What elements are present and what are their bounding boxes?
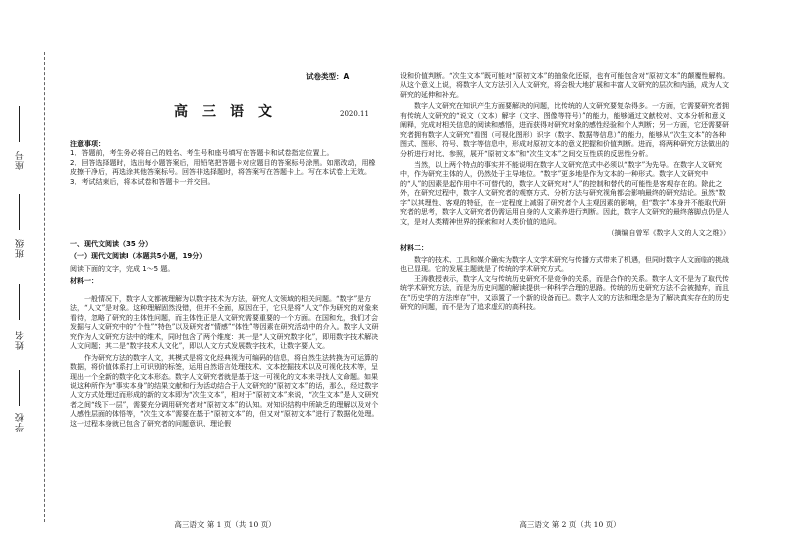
material2-para-1: 数字的技术、工具和媒介确实为数字人文学术研究与传播方式带来了机遇，但同时数字人文面临的挑战也已显现。它的发展主题就是了传统的学术研究方式。	[400, 255, 729, 274]
material2-para-2: 王涛教授表示，数字人文与传统历史研究不是竞争的关系，而是合作的关系。数字人文不是为了取代传统学术研究方法，而是为历史问题的解读提供一种科学合理的思路。传统的历史研究方法不会被抛弃，而且在“历史学的方法库存”中，又添置了一个新的设备而已。数字人文的方法和理念是为了解决真实存在的历史研究的问题，而不是为了追求虚幻的高科技。	[400, 274, 730, 312]
right-para-3: 当然，以上两个特点的事实并不能说明在数字人文研究范式中必须以“数字”为先导。在数字人文研究中，作为研究主体的人，仍然处于主导地位。“数字”更多地是作为文本的一种形式。数字人文研究中的“人”的因素是起作用中不可替代的，数字人文研究对“人”的控制和替代的可能性是客观存在的。除此之外，在研究过程中，数字人文研究者的观察方式、分析方法与研究视角都会影响最终的研究结论。虽然“数字”以其理性、客观的特征，在一定程度上减弱了研究者个人主观因素的影响，但“数字”本身并不能取代研究者的思考，数字人文研究者仍需运用自身的人文素养进行判断。因此，数字人文研究的最终落脚点仍是人文，是对人类精神世界的探索和对人类价值的追问。	[400, 160, 729, 226]
section1-block	[70, 240, 380, 287]
notice-item-2: 2．回答选择题时，选出每小题答案后，用铅笔把答题卡对应题目的答案标号涂黑。如需改动，用橡皮擦干净后，再选涂其他答案标号。回答非选择题时，将答案写在答题卡上。写在本试卷上无效。	[70, 158, 376, 177]
section1-instr: 阅读下面的文字，完成 1～5 题。	[70, 264, 175, 273]
notice-item-1: 1．答题前，考生务必将自己的姓名、考生号和座号填写在答题卡和试卷指定位置上。	[70, 149, 334, 158]
right-column	[400, 0, 730, 548]
school-blank[interactable]	[19, 370, 20, 406]
name-label: 姓名	[16, 330, 26, 350]
source-note: （摘编自曾军《数字人文的人文之维》）	[607, 229, 730, 237]
class-label: 班级	[16, 238, 26, 258]
footer-left: 高三语文 第 1 页（共 10 页）	[174, 520, 276, 529]
name-blank[interactable]	[19, 284, 20, 320]
binding-margin	[0, 0, 56, 548]
page-title: 高三语文	[174, 104, 286, 120]
left-body	[70, 295, 380, 429]
notice-heading: 注意事项：	[70, 140, 105, 148]
left-column	[70, 0, 380, 548]
left-para-1: 一般情况下，数字人文都被理解为以数字技术为方法，研究人文领域的相关问题。“数字”是方法，“人文”是对象。这种理解固然没错，但并不全面，原因在于，它只是将“人文”作为研究的对象来看待，忽略了研究的主体性问题，而主体性正是人文研究需要重要的一个方面。在国和允，我们才会发掘与人文研究中的“个性”“特色”以及研究者“情感”“体性”等因素在研究活动中的介入。数字人文研究作为人文研究方法中的维术，同时包含了两个维度：其一是“人文研究数字化”，即用数字技术解决人文问题；其二是“数字技术人文化”，即以人文方式发展数字技术，让数字要人文。	[70, 295, 379, 351]
class-blank[interactable]	[19, 194, 20, 230]
right-para-1: 设和价值判断。“次生文本”既可能对“原初文本”的抽象化还原，也有可能包含对“原初文本”的颠覆性解构。从这个意义上说，将数字人文方法引入人文研究，将会极大地扩展和丰富人文研究的层次和内涵，成为人文研究的延伸和补充。	[400, 72, 730, 99]
right-para-2: 数字人文研究在知识产生方面要解决的问题，比传统的人文研究要复杂得多。一方面，它需要研究者拥有传统人文研究的“说文（文本）解字（文字、图像等符号）”的能力，能够通过文献校对、文本分析和意义阐释，完成对相关信息的阅读和感悟，进而获得对研究对象的感性经验和个人判断；另一方面，它还需要研究者拥有数字人文研究“看图（可视化图形）识字（数字、数据等信息）”的能力，能够从“次生文本”的各种图式、图形、符号、数字等信息中，形成对原初文本的意义把握和价值判断。进而，将两种研究方法做出的分析进行对比、参照，展开“原初文本”和“次生文本”之间交互性质的反思性分析。	[400, 102, 729, 158]
left-para-2: 作为研究方法的数字人文，其模式是将文化经典视为可编码的信息，将自然生法转换为可运算的数据，将价值体系打上可识别的标签，运用自然语言处理技术、文本挖掘技术以及可视化技术等，呈现出一个全新的数字化文本形态。数字人文研究者就是基于这一可视化的文本来寻找人文命题。如果说这种所作为“事实本身”的结果文献和行为活动结合于人文研究的“原初文本”的话，那么，经过数字人文方式处理过而形成的新的文本即为“次生文本”，相对于“原初文本”来说，“次生文本”是人文研究者之间“线下一层”，需要充分调用研究者对“原初文本”的认知。对知识结构中所缺乏的理解以及对个人感性层面的体悟等，“次生文本”需要在基于“原初文本”的，但又对“原初文本”进行了数据化处理。这一过程本身就已包含了研究者的问题意识、理论假	[70, 353, 379, 428]
footer-right: 高三语文 第 2 页（共 10 页）	[519, 520, 621, 529]
exam-date: 2020.11	[340, 110, 369, 118]
binding-dashed-line	[44, 52, 45, 522]
material1-heading: 材料一：	[70, 277, 98, 286]
exam-type: 试卷类型：A	[306, 72, 350, 81]
school-label: 学校	[16, 412, 26, 432]
notice-item-3: 3．考试结束后，将本试卷和答题卡一并交回。	[70, 177, 215, 186]
right-body	[400, 72, 730, 313]
section1-heading: 一、现代文阅读（35 分）	[70, 240, 153, 248]
exam-no-label: 座号	[16, 150, 26, 170]
material2-heading: 材料二：	[400, 244, 428, 253]
exam-no-blank[interactable]	[19, 106, 20, 142]
section1-sub: （一）现代文阅读Ⅰ（本题共5小题，19分）	[70, 252, 207, 261]
notice-block	[70, 140, 380, 187]
